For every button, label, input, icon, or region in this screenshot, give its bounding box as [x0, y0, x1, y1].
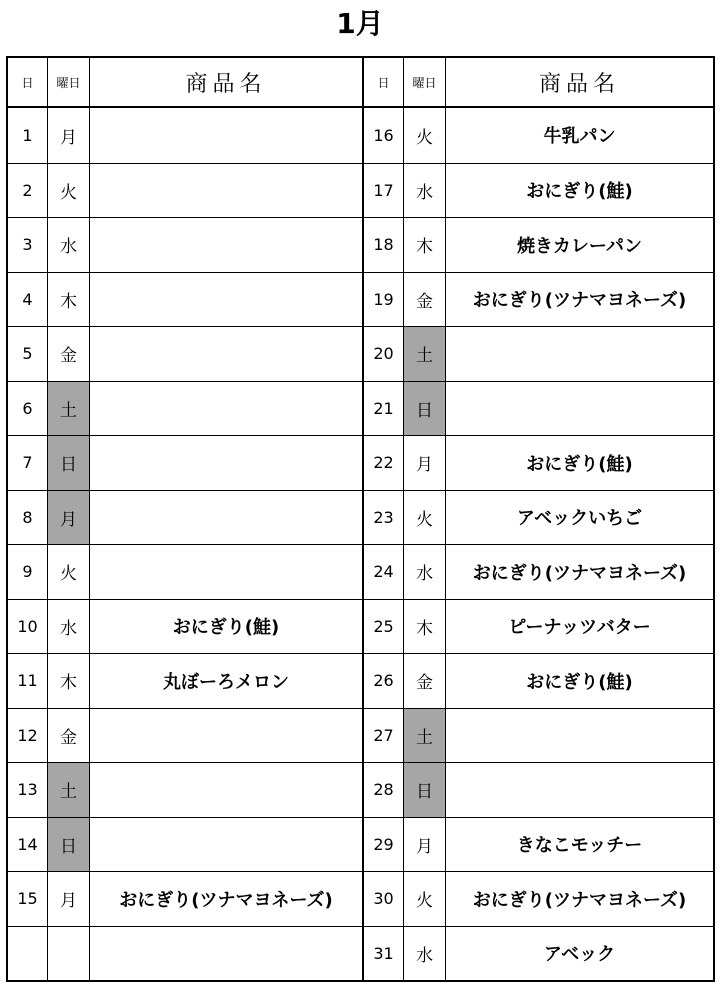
product-name — [90, 218, 362, 272]
day-number: 2 — [8, 164, 48, 218]
header-product-name: 商品名 — [538, 71, 620, 97]
day-number: 17 — [364, 164, 404, 218]
product-name: おにぎり(鮭) — [526, 453, 633, 475]
table-row — [364, 871, 713, 926]
table-row — [8, 217, 362, 272]
table-row — [364, 599, 713, 654]
weekday-cell: 木 — [404, 600, 446, 654]
table-row — [364, 108, 713, 163]
table-row — [8, 871, 362, 926]
table-header-row — [8, 58, 362, 108]
day-number: 30 — [364, 872, 404, 926]
table-row — [364, 435, 713, 490]
product-name — [90, 545, 362, 599]
product-name: きなこモッチー — [516, 835, 643, 857]
day-number — [8, 927, 48, 981]
header-day: 日 — [364, 58, 404, 106]
weekday-cell: 月 — [48, 872, 90, 926]
weekday-cell: 日 — [48, 818, 90, 872]
day-number: 9 — [8, 545, 48, 599]
product-name: おにぎり(ツナマヨネーズ) — [472, 889, 687, 911]
calendar-left-half — [8, 58, 364, 980]
weekday-cell: 月 — [404, 818, 446, 872]
weekday-cell: 木 — [404, 218, 446, 272]
weekday-cell: 金 — [404, 654, 446, 708]
product-name: おにぎり(鮭) — [172, 617, 280, 639]
table-row — [8, 326, 362, 381]
menu-calendar-table — [6, 56, 715, 982]
day-number: 21 — [364, 382, 404, 436]
table-row — [8, 381, 362, 436]
weekday-cell: 火 — [48, 164, 90, 218]
day-number: 3 — [8, 218, 48, 272]
table-row — [8, 817, 362, 872]
product-name: 焼きカレーパン — [516, 235, 643, 257]
day-number: 25 — [364, 600, 404, 654]
product-name — [90, 818, 362, 872]
table-row — [8, 163, 362, 218]
table-row — [364, 272, 713, 327]
table-row — [8, 435, 362, 490]
calendar-right-half — [364, 58, 713, 980]
weekday-cell — [48, 927, 90, 981]
weekday-cell: 木 — [48, 273, 90, 327]
day-number: 28 — [364, 763, 404, 817]
table-row — [364, 217, 713, 272]
weekday-cell: 土 — [48, 763, 90, 817]
header-weekday: 曜日 — [48, 58, 90, 106]
product-name: おにぎり(ツナマヨネーズ) — [119, 889, 333, 911]
weekday-cell: 火 — [404, 872, 446, 926]
table-row — [364, 544, 713, 599]
header-product-name: 商品名 — [185, 71, 267, 97]
product-name — [90, 491, 362, 545]
weekday-cell: 火 — [404, 491, 446, 545]
weekday-cell: 金 — [48, 709, 90, 763]
day-number: 26 — [364, 654, 404, 708]
weekday-cell: 金 — [48, 327, 90, 381]
table-row — [364, 653, 713, 708]
product-name — [446, 327, 713, 381]
table-row — [364, 490, 713, 545]
table-header-row — [364, 58, 713, 108]
product-name: アベック — [543, 944, 616, 966]
table-row — [364, 762, 713, 817]
table-row — [364, 708, 713, 763]
day-number: 5 — [8, 327, 48, 381]
header-day: 日 — [8, 58, 48, 106]
day-number: 7 — [8, 436, 48, 490]
product-name — [90, 927, 362, 981]
weekday-cell: 火 — [48, 545, 90, 599]
product-name: 牛乳パン — [543, 126, 616, 148]
day-number: 15 — [8, 872, 48, 926]
day-number: 10 — [8, 600, 48, 654]
weekday-cell: 日 — [404, 763, 446, 817]
table-row — [364, 926, 713, 981]
table-row — [8, 653, 362, 708]
product-name — [90, 436, 362, 490]
table-row — [8, 108, 362, 163]
weekday-cell: 土 — [404, 709, 446, 763]
weekday-cell: 水 — [404, 545, 446, 599]
table-row — [364, 163, 713, 218]
table-row — [8, 926, 362, 981]
table-row — [364, 817, 713, 872]
weekday-cell: 水 — [404, 164, 446, 218]
product-name: ピーナッツバター — [508, 617, 651, 639]
table-row — [8, 272, 362, 327]
day-number: 4 — [8, 273, 48, 327]
table-row — [8, 490, 362, 545]
day-number: 14 — [8, 818, 48, 872]
right-rows — [364, 108, 713, 980]
day-number: 23 — [364, 491, 404, 545]
product-name — [90, 763, 362, 817]
day-number: 31 — [364, 927, 404, 981]
product-name — [90, 164, 362, 218]
weekday-cell: 金 — [404, 273, 446, 327]
weekday-cell: 木 — [48, 654, 90, 708]
day-number: 1 — [8, 108, 48, 163]
day-number: 24 — [364, 545, 404, 599]
day-number: 20 — [364, 327, 404, 381]
product-name — [90, 327, 362, 381]
product-name — [90, 108, 362, 163]
product-name — [446, 382, 713, 436]
product-name: おにぎり(ツナマヨネーズ) — [472, 290, 687, 312]
product-name — [446, 709, 713, 763]
page-title: 1月 — [336, 7, 384, 40]
day-number: 13 — [8, 763, 48, 817]
weekday-cell: 月 — [48, 108, 90, 163]
table-row — [8, 708, 362, 763]
day-number: 18 — [364, 218, 404, 272]
day-number: 19 — [364, 273, 404, 327]
table-row — [364, 326, 713, 381]
day-number: 22 — [364, 436, 404, 490]
day-number: 29 — [364, 818, 404, 872]
product-name: おにぎり(鮭) — [526, 181, 633, 203]
left-rows — [8, 108, 362, 980]
table-row — [364, 381, 713, 436]
product-name — [90, 273, 362, 327]
weekday-cell: 土 — [48, 382, 90, 436]
product-name: アベックいちご — [516, 508, 643, 530]
product-name — [90, 382, 362, 436]
table-row — [8, 762, 362, 817]
day-number: 6 — [8, 382, 48, 436]
product-name: おにぎり(鮭) — [526, 671, 633, 693]
product-name — [446, 763, 713, 817]
weekday-cell: 月 — [404, 436, 446, 490]
weekday-cell: 水 — [48, 600, 90, 654]
day-number: 27 — [364, 709, 404, 763]
table-row — [8, 599, 362, 654]
weekday-cell: 水 — [404, 927, 446, 981]
weekday-cell: 火 — [404, 108, 446, 163]
weekday-cell: 日 — [404, 382, 446, 436]
product-name: おにぎり(ツナマヨネーズ) — [472, 562, 687, 584]
product-name — [90, 709, 362, 763]
day-number: 16 — [364, 108, 404, 163]
table-row — [8, 544, 362, 599]
weekday-cell: 日 — [48, 436, 90, 490]
weekday-cell: 水 — [48, 218, 90, 272]
product-name: 丸ぼーろメロン — [163, 671, 289, 693]
weekday-cell: 月 — [48, 491, 90, 545]
day-number: 12 — [8, 709, 48, 763]
day-number: 8 — [8, 491, 48, 545]
weekday-cell: 土 — [404, 327, 446, 381]
header-weekday: 曜日 — [404, 58, 446, 106]
day-number: 11 — [8, 654, 48, 708]
